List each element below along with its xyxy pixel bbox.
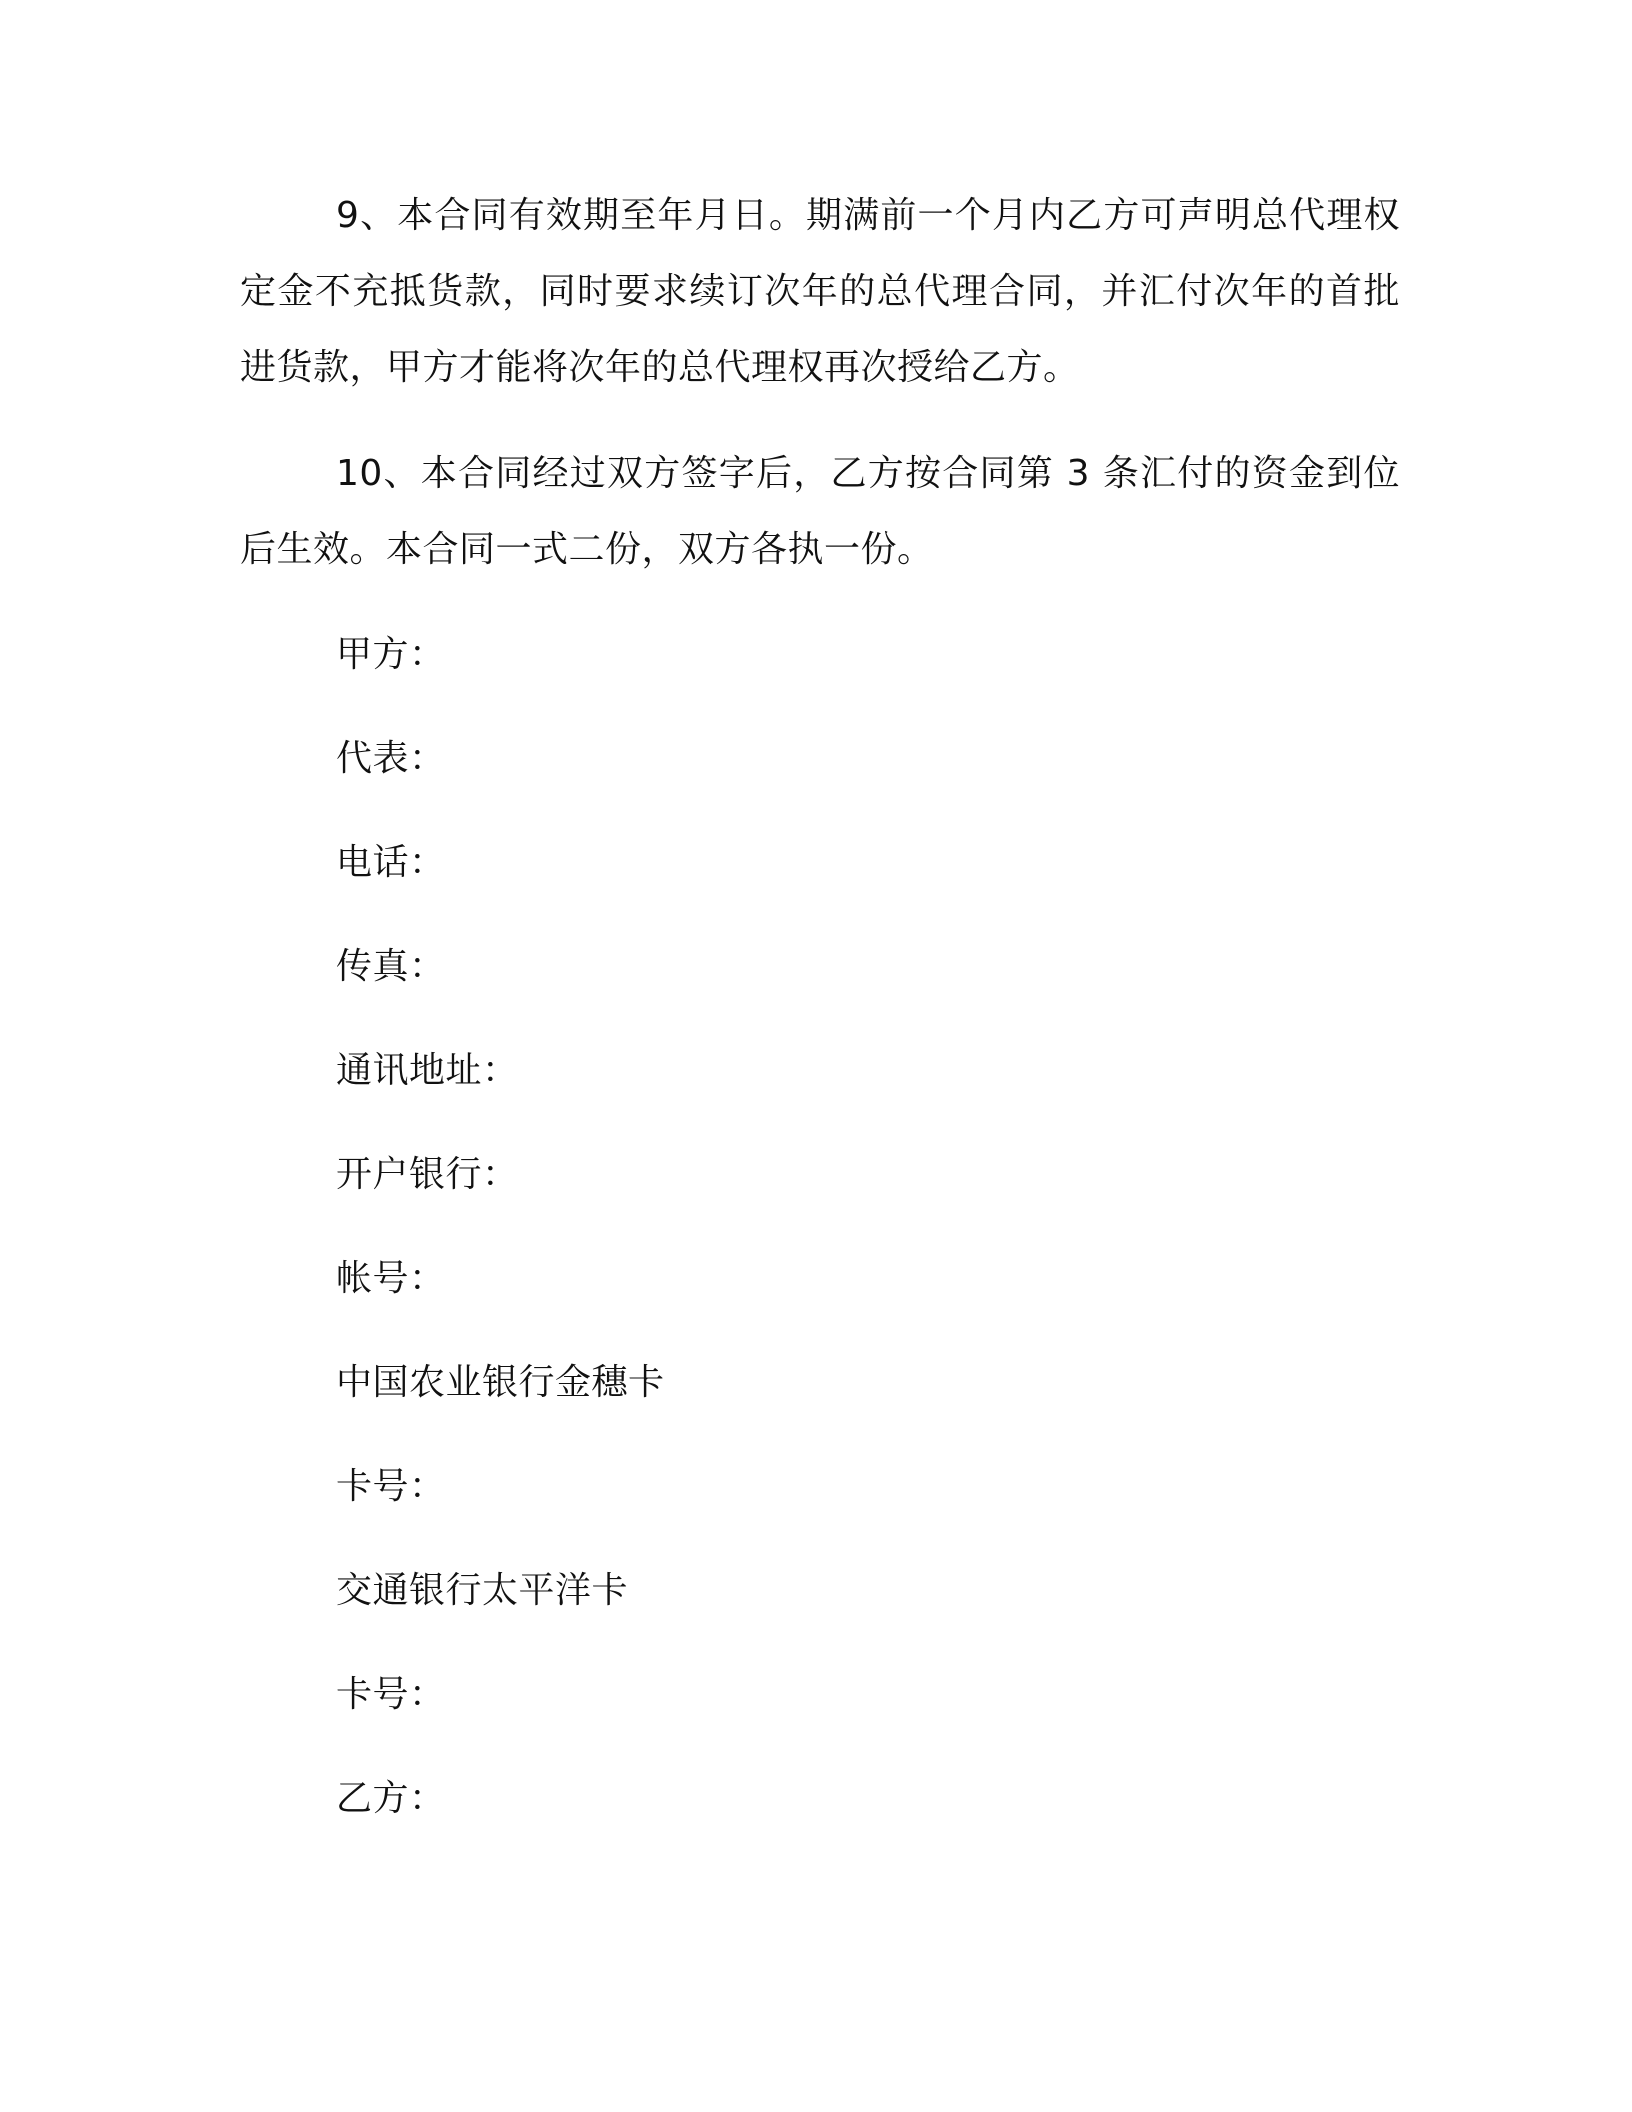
clause-9: 9、本合同有效期至年月日。期满前一个月内乙方可声明总代理权定金不充抵货款，同时要求续订次年的总代理合同，并汇付次年的首批进货款，甲方才能将次年的总代理权再次授给乙方。 — [240, 195, 1400, 388]
address-label: 通讯地址： — [336, 1050, 519, 1091]
clause-10: 10、本合同经过双方签字后，乙方按合同第 3 条汇付的资金到位后生效。本合同一式二份，双方各执一份。 — [240, 453, 1400, 570]
fax-label: 传真： — [336, 946, 446, 987]
abc-card-label: 中国农业银行金穗卡 — [336, 1362, 665, 1403]
account-label: 帐号： — [336, 1258, 446, 1299]
bocom-card-label: 交通银行太平洋卡 — [336, 1570, 629, 1611]
phone-label: 电话： — [336, 842, 446, 883]
bank-label: 开户银行： — [336, 1154, 519, 1195]
party-a-label: 甲方： — [336, 634, 446, 675]
abc-card-number-label: 卡号： — [336, 1466, 446, 1507]
representative-label: 代表： — [336, 738, 446, 779]
party-b-label: 乙方： — [336, 1778, 446, 1819]
bocom-card-number-label: 卡号： — [336, 1674, 446, 1715]
